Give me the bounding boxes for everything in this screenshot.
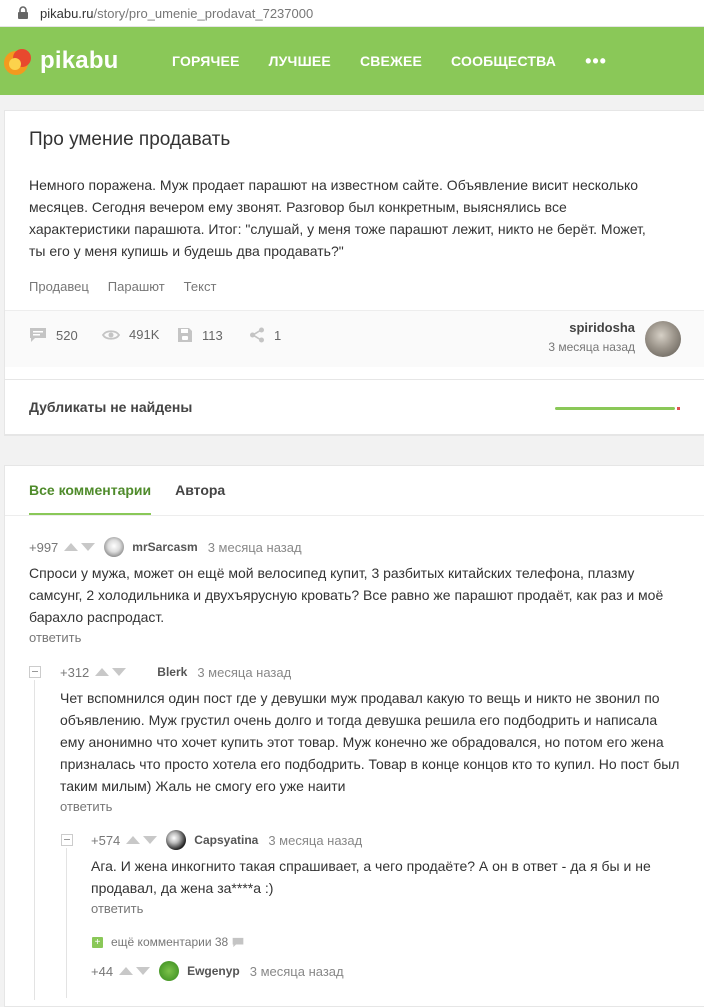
save-icon xyxy=(177,327,193,343)
downvote-icon[interactable] xyxy=(136,967,150,975)
duplicates-card xyxy=(4,379,704,435)
tag-seller[interactable]: Продавец xyxy=(29,279,89,294)
views-count: 491K xyxy=(129,327,160,342)
tabs-divider xyxy=(5,515,704,516)
comment-header xyxy=(29,538,684,556)
more-comments-label: ещё комментарии xyxy=(111,935,212,949)
comment-avatar[interactable] xyxy=(159,961,179,981)
comment-avatar[interactable] xyxy=(104,537,124,557)
lock-icon xyxy=(16,6,30,20)
reply-button[interactable]: ответить xyxy=(29,630,82,645)
nav-hot[interactable]: ГОРЯЧЕЕ xyxy=(172,53,240,69)
author-name[interactable]: spiridosha xyxy=(569,320,635,335)
story-time: 3 месяца назад xyxy=(548,340,635,354)
comment-author[interactable]: Capsyatina xyxy=(194,833,259,847)
duplicates-progress xyxy=(555,407,675,410)
tab-all-comments[interactable]: Все комментарии xyxy=(29,466,151,515)
comments-count: 520 xyxy=(56,327,78,343)
address-bar[interactable] xyxy=(0,0,704,27)
tag-parachute[interactable]: Парашют xyxy=(107,279,165,294)
comment-header xyxy=(91,831,681,849)
comment-text: Спроси у мужа, может он ещё мой велосипед купит, 3 разбитых китайских телефона, плазму самсунг, 2 холодильника и двухъярусную кровать? Все равно же парашют продаёт, как раз и моё барахло распродаст. xyxy=(29,565,664,625)
downvote-icon[interactable] xyxy=(81,543,95,551)
author-avatar[interactable] xyxy=(645,321,681,357)
upvote-icon[interactable] xyxy=(64,543,78,551)
upvote-icon[interactable] xyxy=(119,967,133,975)
comment-avatar[interactable] xyxy=(166,830,186,850)
comment-author[interactable]: mrSarcasm xyxy=(132,540,198,554)
duplicates-text: Дубликаты не найдены xyxy=(29,399,193,415)
comment-rating: +574 xyxy=(91,832,121,848)
tag-text[interactable]: Текст xyxy=(183,279,217,294)
comment-text: Ага. И жена инкогнито такая спрашивает, а чего продаёте? А он в ответ - да я бы и не продавал, да жена за****а :) xyxy=(91,858,651,896)
share-icon xyxy=(249,327,265,343)
tab-author-comments[interactable]: Автора xyxy=(175,482,226,498)
nav-best[interactable]: ЛУЧШЕЕ xyxy=(268,53,331,69)
thread-line xyxy=(34,680,35,1000)
comment xyxy=(29,538,684,645)
views-stat xyxy=(102,327,159,342)
shares-stat[interactable] xyxy=(249,327,281,343)
downvote-icon[interactable] xyxy=(112,668,126,676)
comment xyxy=(91,962,681,980)
nav-fresh[interactable]: СВЕЖЕЕ xyxy=(359,53,423,69)
shares-count: 1 xyxy=(274,327,282,343)
main-nav xyxy=(172,51,607,72)
comment-author[interactable]: Ewgenyp xyxy=(187,964,240,978)
reply-button[interactable]: ответить xyxy=(60,799,113,814)
more-comments-count: 38 xyxy=(214,935,229,949)
saves-count: 113 xyxy=(202,327,223,343)
nav-more-icon[interactable]: ••• xyxy=(585,50,607,71)
url-path: /story/pro_umenie_prodavat_7237000 xyxy=(93,5,314,21)
comment-text: Чет вспомнился один пост где у девушки муж продавал какую то вещь и никто не звонил по объявлению. Муж грустил очень долго и тогда девушка решила его подбодрить и написала ему анонимно что хочет купить этот товар. Муж конечно же обрадовался, но потом его жена призналась что просто хотела его подбодрить. Товар в конце концов кто то купил. Но пост был таким милым) Жаль не смогу его уже наити xyxy=(60,690,680,794)
pikabu-logo-icon xyxy=(2,45,34,77)
comments-card xyxy=(4,465,704,1007)
story-author xyxy=(548,320,635,354)
comment-author[interactable]: Blerk xyxy=(157,665,188,679)
comment-time: 3 месяца назад xyxy=(197,664,292,680)
nav-communities[interactable]: СООБЩЕСТВА xyxy=(451,53,557,69)
collapse-thread-icon[interactable] xyxy=(29,666,41,678)
story-tags xyxy=(29,279,235,294)
downvote-icon[interactable] xyxy=(143,836,157,844)
comment-rating: +312 xyxy=(60,664,90,680)
upvote-icon[interactable] xyxy=(126,836,140,844)
upvote-icon[interactable] xyxy=(95,668,109,676)
comment-tabs xyxy=(29,466,249,515)
comment-rating: +997 xyxy=(29,539,59,555)
comment-icon xyxy=(232,937,244,948)
plus-icon: + xyxy=(92,937,103,948)
story-text: Немного поражена. Муж продает парашют на известном сайте. Объявление висит несколько месяцев. Сегодня вечером ему звонят. Разговор был конкретным, выяснялись все характеристики парашюта. Итог: "слушай, у меня тоже парашют лежит, никто не берёт. Может, ты его у меня купишь и будешь два продавать?" xyxy=(29,177,646,259)
more-comments-button[interactable] xyxy=(92,935,244,949)
comment-icon xyxy=(29,327,47,343)
comment-header xyxy=(91,962,681,980)
comment-time: 3 месяца назад xyxy=(249,963,344,979)
reply-button[interactable]: ответить xyxy=(91,901,144,916)
comment-time: 3 месяца назад xyxy=(207,539,302,555)
comment xyxy=(91,831,681,916)
logo[interactable] xyxy=(2,45,172,77)
comment-time: 3 месяца назад xyxy=(268,832,363,848)
story-title[interactable]: Про умение продавать xyxy=(29,129,231,150)
saves-stat[interactable] xyxy=(177,327,223,343)
thread-line xyxy=(66,848,67,998)
url-host: pikabu.ru xyxy=(40,5,94,21)
comment-header xyxy=(60,663,680,681)
story-footer xyxy=(5,311,704,367)
collapse-thread-icon[interactable] xyxy=(61,834,73,846)
comments-stat[interactable] xyxy=(29,327,78,343)
eye-icon xyxy=(102,329,120,341)
duplicates-progress-end xyxy=(677,407,680,410)
site-header xyxy=(0,27,704,95)
comment-avatar[interactable] xyxy=(135,662,149,682)
comment-rating: +44 xyxy=(91,963,114,979)
logo-text: pikabu xyxy=(40,47,119,74)
comment xyxy=(60,663,680,814)
